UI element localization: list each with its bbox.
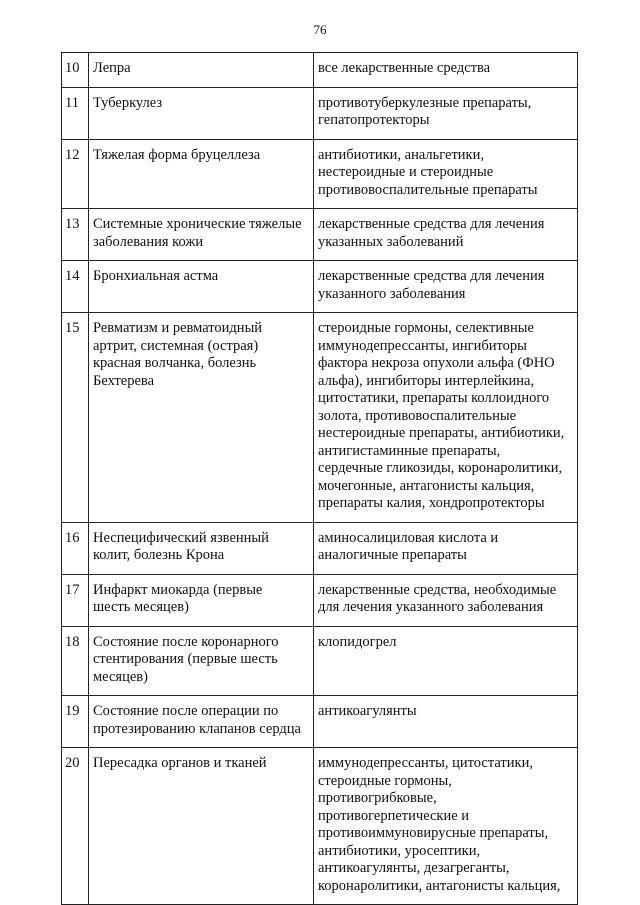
drugs-cell	[314, 261, 578, 313]
table-row	[62, 574, 578, 626]
drugs-line: нестероидные препараты, антибиотики,	[318, 425, 565, 441]
drugs-line: противоиммуновирусные препараты,	[318, 825, 549, 841]
table-row	[62, 53, 578, 88]
disease-line: Бехтерева	[93, 372, 155, 389]
table-row	[62, 209, 578, 261]
row-number: 11	[62, 87, 89, 139]
disease-line: Туберкулез	[93, 94, 163, 111]
disease-line: красная волчанка, болезнь	[93, 355, 257, 371]
disease-line: Состояние после операции по	[93, 703, 279, 719]
table-row	[62, 313, 578, 523]
drugs-line: цитостатики, препараты коллоидного	[318, 390, 550, 406]
disease-line: стентирования (первые шесть	[93, 651, 278, 667]
disease-cell	[89, 574, 314, 626]
drugs-cell	[314, 87, 578, 139]
drugs-line: гепатопротекторы	[318, 112, 430, 128]
disease-cell	[89, 209, 314, 261]
drugs-cell	[314, 313, 578, 523]
drugs-line: нестероидные и стероидные	[318, 164, 494, 180]
drugs-cell	[314, 626, 578, 696]
disease-line: Системные хронические тяжелые	[93, 216, 302, 232]
drugs-line: сердечные гликозиды, коронаролитики,	[318, 460, 563, 476]
drugs-line: аналогичные препараты	[318, 547, 467, 563]
drugs-line: все лекарственные средства	[318, 60, 491, 76]
disease-cell	[89, 696, 314, 748]
row-number: 20	[62, 748, 89, 905]
disease-cell	[89, 313, 314, 523]
disease-cell	[89, 87, 314, 139]
disease-line: Бронхиальная астма	[93, 268, 219, 284]
disease-cell	[89, 626, 314, 696]
page-number: 76	[313, 22, 327, 37]
drugs-cell	[314, 522, 578, 574]
table-row	[62, 696, 578, 748]
table-body	[62, 53, 578, 905]
row-number: 18	[62, 626, 89, 696]
disease-cell	[89, 522, 314, 574]
drugs-line: альфа), ингибиторы интерлейкина,	[318, 372, 535, 389]
disease-line: Неспецифический язвенный	[93, 529, 269, 546]
drugs-line: антибиотики, уросептики,	[318, 842, 481, 859]
row-number: 13	[62, 209, 89, 261]
disease-drug-table	[61, 52, 578, 905]
table-row	[62, 261, 578, 313]
drugs-line: для лечения указанного заболевания	[318, 599, 544, 615]
drugs-line: коронаролитики, антагонисты кальция,	[318, 877, 561, 894]
drugs-line: антибиотики, анальгетики,	[318, 146, 484, 163]
drugs-line: антикоагулянты	[318, 703, 417, 719]
row-number: 19	[62, 696, 89, 748]
drugs-line: указанных заболеваний	[318, 233, 464, 250]
disease-line: Лепра	[93, 60, 131, 76]
table-row	[62, 626, 578, 696]
drugs-line: лекарственные средства для лечения	[318, 268, 545, 284]
disease-line: шесть месяцев)	[93, 599, 189, 615]
drugs-line: указанного заболевания	[318, 285, 466, 302]
drugs-line: противогерпетические и	[318, 807, 470, 824]
drugs-line: иммунодепрессанты, цитостатики,	[318, 755, 533, 771]
drugs-line: лекарственные средства, необходимые	[318, 581, 557, 598]
drugs-line: противовоспалительные препараты	[318, 181, 538, 198]
row-number: 16	[62, 522, 89, 574]
drugs-line: стероидные гормоны,	[318, 772, 452, 789]
drugs-cell	[314, 748, 578, 905]
disease-cell	[89, 748, 314, 905]
disease-line: протезированию клапанов сердца	[93, 720, 301, 737]
row-number: 14	[62, 261, 89, 313]
drugs-line: иммунодепрессанты, ингибиторы	[318, 337, 527, 354]
drugs-line: антигистаминные препараты,	[318, 442, 501, 459]
drugs-line: антикоагулянты, дезагреганты,	[318, 860, 510, 876]
row-number: 12	[62, 139, 89, 209]
row-number: 15	[62, 313, 89, 523]
drugs-line: лекарственные средства для лечения	[318, 216, 545, 232]
disease-line: Инфаркт миокарда (первые	[93, 581, 263, 598]
drugs-line: стероидные гормоны, селективные	[318, 320, 534, 336]
disease-line: Тяжелая форма бруцеллеза	[93, 146, 261, 163]
drugs-line: аминосалициловая кислота и	[318, 529, 499, 546]
disease-cell	[89, 261, 314, 313]
disease-line: Пересадка органов и тканей	[93, 755, 267, 771]
disease-line: заболевания кожи	[93, 233, 204, 250]
row-number: 17	[62, 574, 89, 626]
drugs-line: противотуберкулезные препараты,	[318, 94, 532, 111]
drugs-cell	[314, 139, 578, 209]
table-row	[62, 748, 578, 905]
disease-cell	[89, 139, 314, 209]
table-row	[62, 522, 578, 574]
disease-line: месяцев)	[93, 668, 148, 685]
disease-cell	[89, 53, 314, 88]
disease-line: артрит, системная (острая)	[93, 337, 259, 354]
drugs-line: золота, противовоспалительные	[318, 407, 517, 424]
drugs-cell	[314, 696, 578, 748]
table-row	[62, 139, 578, 209]
drugs-cell	[314, 209, 578, 261]
disease-line: колит, болезнь Крона	[93, 547, 225, 563]
row-number: 10	[62, 53, 89, 88]
disease-line: Состояние после коронарного	[93, 633, 279, 650]
table-row	[62, 87, 578, 139]
drugs-cell	[314, 53, 578, 88]
drugs-line: препараты калия, хондропротекторы	[318, 495, 545, 511]
drugs-line: клопидогрел	[318, 633, 397, 650]
drugs-line: фактора некроза опухоли альфа (ФНО	[318, 355, 555, 371]
disease-line: Ревматизм и ревматоидный	[93, 320, 263, 336]
drugs-line: противогрибковые,	[318, 790, 437, 806]
drugs-cell	[314, 574, 578, 626]
drugs-line: мочегонные, антагонисты кальция,	[318, 477, 535, 494]
